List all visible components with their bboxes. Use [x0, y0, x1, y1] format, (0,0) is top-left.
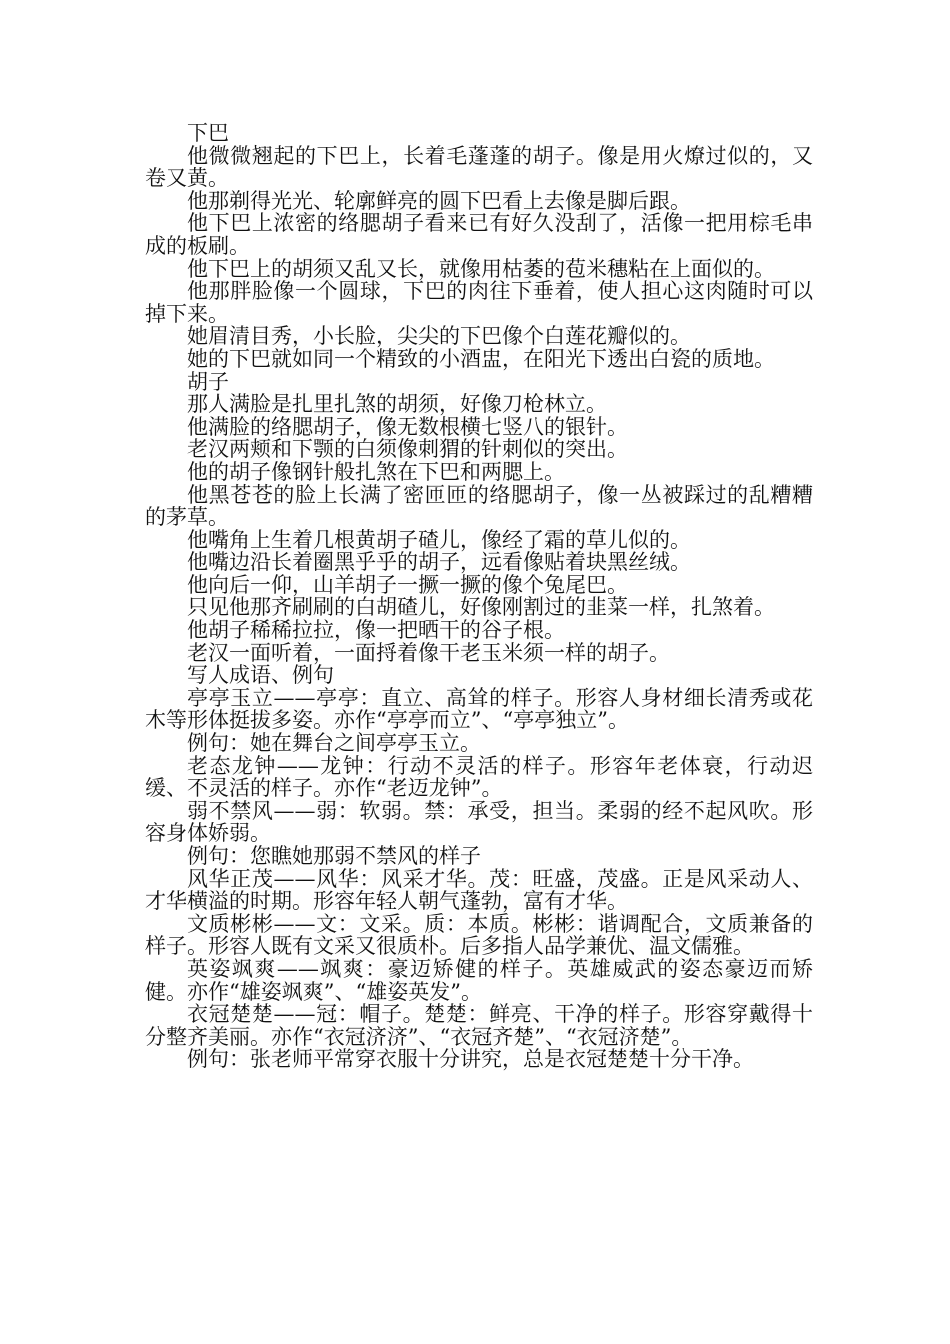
- idiom-entry: 弱不禁风——弱：软弱。禁：承受，担当。柔弱的经不起风吹。形容身体娇弱。: [145, 798, 813, 846]
- paragraph: 他向后一仰，山羊胡子一撅一撅的像个兔尾巴。: [187, 572, 628, 597]
- paragraph: 她眉清目秀，小长脸，尖尖的下巴像个白莲花瓣似的。: [187, 324, 691, 349]
- paragraph: 他微微翘起的下巴上，长着毛蓬蓬的胡子。像是用火燎过似的，又卷又黄。: [145, 143, 813, 191]
- paragraph: 他黑苍苍的脸上长满了密匝匝的络腮胡子，像一丛被踩过的乱糟糟的茅草。: [145, 482, 813, 530]
- example-sentence: 例句：她在舞台之间亭亭玉立。: [187, 731, 481, 756]
- paragraph: 他胡子稀稀拉拉，像一把晒干的谷子根。: [187, 618, 565, 643]
- paragraph: 他的胡子像钢针般扎煞在下巴和两腮上。: [187, 459, 565, 484]
- section-heading-chin: 下巴: [187, 121, 229, 145]
- paragraph: 他嘴边沿长着圈黑乎乎的胡子，远看像贴着块黑丝绒。: [187, 550, 691, 575]
- paragraph: 只见他那齐刷刷的白胡碴儿，好像刚割过的韭菜一样，扎煞着。: [187, 595, 775, 620]
- paragraph: 老汉两颊和下颚的白须像刺猬的针刺似的突出。: [187, 437, 628, 462]
- idiom-entry: 衣冠楚楚——冠：帽子。楚楚：鲜亮、干净的样子。形容穿戴得十分整齐美丽。亦作“衣冠济济”、“衣冠齐楚”、“衣冠济楚”。: [145, 1002, 813, 1049]
- paragraph: 他嘴角上生着几根黄胡子碴儿，像经了霜的草儿似的。: [187, 527, 691, 552]
- example-sentence: 例句：张老师平常穿衣服十分讲究，总是衣冠楚楚十分干净。: [187, 1047, 754, 1072]
- document-body: [145, 122, 813, 1071]
- idiom-entry: 亭亭玉立——亭亭：直立、高耸的样子。形容人身材细长清秀或花木等形体挺拔多姿。亦作“亭亭而立”、“亭亭独立”。: [145, 685, 813, 733]
- paragraph: 他下巴上的胡须又乱又长，就像用枯萎的苞米穗粘在上面似的。: [187, 256, 775, 281]
- section-heading-idioms: 写人成语、例句: [187, 663, 334, 688]
- idiom-entry: 文质彬彬——文：文采。质：本质。彬彬：谐调配合，文质兼备的样子。形容人既有文采又很质朴。后多指人品学兼优、温文儒雅。: [145, 911, 813, 959]
- paragraph: 老汉一面听着，一面捋着像干老玉米须一样的胡子。: [187, 640, 670, 665]
- idiom-entry: 风华正茂——风华：风采才华。茂：旺盛，茂盛。正是风采动人、才华横溢的时期。形容年轻人朝气蓬勃，富有才华。: [145, 866, 813, 914]
- paragraph: 她的下巴就如同一个精致的小酒盅，在阳光下透出白瓷的质地。: [187, 346, 775, 371]
- paragraph: 他那剃得光光、轮廓鲜亮的圆下巴看上去像是脚后跟。: [187, 188, 691, 213]
- paragraph: 他下巴上浓密的络腮胡子看来已有好久没刮了，活像一把用棕毛串成的板刷。: [145, 211, 813, 258]
- paragraph: 他满脸的络腮胡子，像无数根横七竖八的银针。: [187, 414, 628, 439]
- paragraph: 那人满脸是扎里扎煞的胡须，好像刀枪林立。: [187, 392, 607, 417]
- idiom-entry: 英姿飒爽——飒爽：豪迈矫健的样子。英雄威武的姿态豪迈而矫健。亦作“雄姿飒爽”、“雄姿英发”。: [145, 956, 813, 1004]
- idiom-entry: 老态龙钟——龙钟：行动不灵活的样子。形容年老体衰，行动迟缓、不灵活的样子。亦作“老迈龙钟”。: [145, 753, 813, 801]
- example-sentence: 例句：您瞧她那弱不禁风的样子: [187, 844, 481, 868]
- paragraph: 他那胖脸像一个圆球，下巴的肉往下垂着，使人担心这肉随时可以掉下来。: [145, 279, 813, 326]
- section-heading-beard: 胡子: [187, 369, 229, 394]
